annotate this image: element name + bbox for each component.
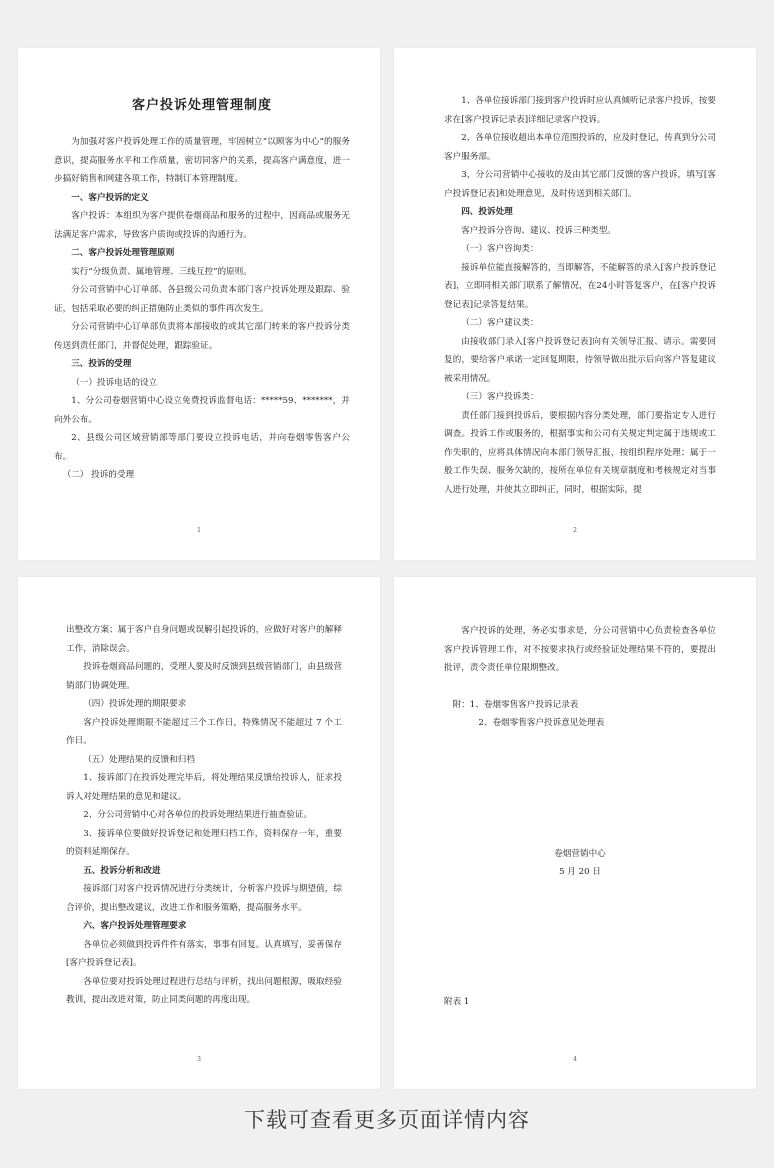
paragraph: 投诉卷烟商品问题的，受理人要及时反馈到县级营销部门，由县级营销部门协调处理。 bbox=[66, 662, 342, 691]
paragraph: 客户投诉的处理，务必实事求是，分公司营销中心负责检查各单位客户投诉管理工作，对不按要求执行或经验证处理结果不符的，要提出批评，责令责任单位限期整改。 bbox=[444, 626, 716, 673]
attachment-list-item: 2、卷烟零售客户投诉意见处理表 bbox=[478, 718, 605, 728]
section-heading: 五、投诉分析和改进 bbox=[83, 865, 161, 876]
subsection-heading: （一）投诉电话的设立 bbox=[71, 377, 158, 388]
paragraph: 客户投诉：本组织为客户提供卷烟商品和服务的过程中，因商品或服务无法满足客户需求，导致客户质询或投诉的沟通行为。 bbox=[54, 211, 350, 240]
appendix-label: 附表 1 bbox=[444, 996, 470, 1007]
page-number: 1 bbox=[197, 527, 201, 534]
paragraph: 实行“分级负责、属地管理、三线互控”的原则。 bbox=[71, 266, 252, 277]
section-heading: 三、投诉的受理 bbox=[71, 359, 132, 369]
paragraph: 3、接诉单位要做好投诉登记和处理归档工作，资料保存一年，重要的资料延期保存。 bbox=[66, 828, 342, 857]
subsection-heading: （四）投诉处理的期限要求 bbox=[83, 699, 187, 709]
subsection-heading: （三）客户投诉类： bbox=[461, 392, 539, 402]
intro-paragraph: 为加强对客户投诉处理工作的质量管理，牢固树立“以顾客为中心”的服务意识，提高服务水平和工作质量，密切同客户的关系，提高客户满意度，进一步搞好销售和网建各项工作，特制订本管理制度。 bbox=[54, 137, 350, 184]
paragraph: 客户投诉处理期限不能超过三个工作日，特殊情况不能超过 7 个工作日。 bbox=[66, 717, 342, 746]
paragraph: 各单位要对投诉处理过程进行总结与评析，找出问题根源，吸取经验教训，提出改进对策，防止同类问题的再度出现。 bbox=[66, 976, 342, 1005]
document-page-3 bbox=[18, 577, 380, 1089]
subsection-heading: （五）处理结果的反馈和归档 bbox=[83, 754, 195, 765]
subsection-heading: （二）客户建议类： bbox=[461, 318, 539, 328]
paragraph: 由接收部门录入[客户投诉登记表]向有关领导汇报、请示。需要回复的，要给客户承诺一定回复期限，待领导做出批示后向客户答复建议被采用情况。 bbox=[444, 336, 716, 384]
download-prompt-banner: 下载可查看更多页面详情内容 bbox=[244, 1108, 530, 1132]
paragraph: 1、接诉部门在投诉处理完毕后，将处理结果反馈给投诉人，征求投诉人对处理结果的意见和建议。 bbox=[66, 773, 342, 802]
paragraph: 2、各单位接收超出本单位范围投诉的，应及时登记，传真到分公司客户服务部。 bbox=[444, 133, 716, 162]
signature-org: 卷烟营销中心 bbox=[554, 848, 606, 859]
paragraph: 分公司营销中心订单部负责将本部接收的或其它部门转来的客户投诉分类传送到责任部门，并督促处理，跟踪验证。 bbox=[54, 322, 350, 351]
paragraph: 1、各单位接诉部门接到客户投诉时应认真倾听记录客户投诉，按要求在[客户投诉记录表]详细记录客户投诉。 bbox=[444, 96, 716, 125]
paragraph: 2、县级公司区域营销部等部门要设立投诉电话，并向卷烟零售客户公布。 bbox=[54, 433, 350, 462]
section-heading: 二、客户投诉处理管理原则 bbox=[71, 248, 175, 258]
section-heading: 六、客户投诉处理管理要求 bbox=[83, 921, 187, 931]
paragraph: 客户投诉分咨询、建议、投诉三种类型。 bbox=[461, 225, 616, 236]
paragraph: 各单位必须做到投诉件件有落实，事事有回复。认真填写，妥善保存 [客户投诉登记表]。 bbox=[66, 939, 342, 968]
section-heading: 一、客户投诉的定义 bbox=[71, 192, 149, 203]
subsection-heading: （一）客户咨询类： bbox=[461, 244, 539, 254]
page-number: 4 bbox=[573, 1056, 577, 1063]
document-page-1 bbox=[18, 48, 380, 560]
paragraph: 接诉单位能直接解答的，当即解答，不能解答的录入[客户投诉登记表]，立即同相关部门联系了解情况，在24小时答复客户，在[客户投诉登记表]记录答复结果。 bbox=[444, 262, 716, 310]
page-number: 2 bbox=[573, 527, 577, 534]
section-heading: 四、投诉处理 bbox=[461, 207, 513, 217]
paragraph: 2、分公司营销中心对各单位的投诉处理结果进行抽查验证。 bbox=[83, 810, 313, 820]
paragraph: 分公司营销中心订单部、各县级公司负责本部门客户投诉处理及跟踪、验证，包括采取必要的纠正措施防止类似的事件再次发生。 bbox=[54, 285, 350, 314]
paragraph: 1、分公司卷烟营销中心设立免费投诉监督电话：*****59、*******，并向外公布。 bbox=[54, 396, 350, 425]
subsection-heading: （二） 投诉的受理 bbox=[62, 470, 135, 480]
document-page-2 bbox=[394, 48, 756, 560]
attachment-list-item: 附：1、卷烟零售客户投诉记录表 bbox=[452, 699, 579, 710]
page-number: 3 bbox=[197, 1056, 201, 1063]
document-title: 客户投诉处理管理制度 bbox=[131, 98, 272, 113]
paragraph: 3，分公司营销中心接收的及由其它部门反馈的客户投诉，填写[客户投诉登记表]和处理意见，及时传送到相关部门。 bbox=[444, 170, 716, 199]
document-page-4 bbox=[394, 577, 756, 1089]
paragraph: 责任部门接到投诉后，要根据内容分类处理，部门要指定专人进行调查。投诉工作或服务的，根据事实和公司有关规定判定属于违规或工作失职的，应将具体情况向本部门领导汇报，按组织程序处理；属于一般工作失误、服务欠缺的，按所在单位有关规章制度和考核规定对当事人进行处理，并使其立即纠正，同时，根据实际，提 bbox=[444, 410, 716, 495]
signature-date: 5 月 20 日 bbox=[559, 866, 601, 877]
paragraph: 出整改方案；属于客户自身问题或误解引起投诉的，应做好对客户的解释工作，消除误会。 bbox=[66, 625, 342, 654]
paragraph: 接诉部门对客户投诉情况进行分类统计，分析客户投诉与期望值，综合评价，提出整改建议，改进工作和服务策略，提高服务水平。 bbox=[66, 884, 342, 913]
